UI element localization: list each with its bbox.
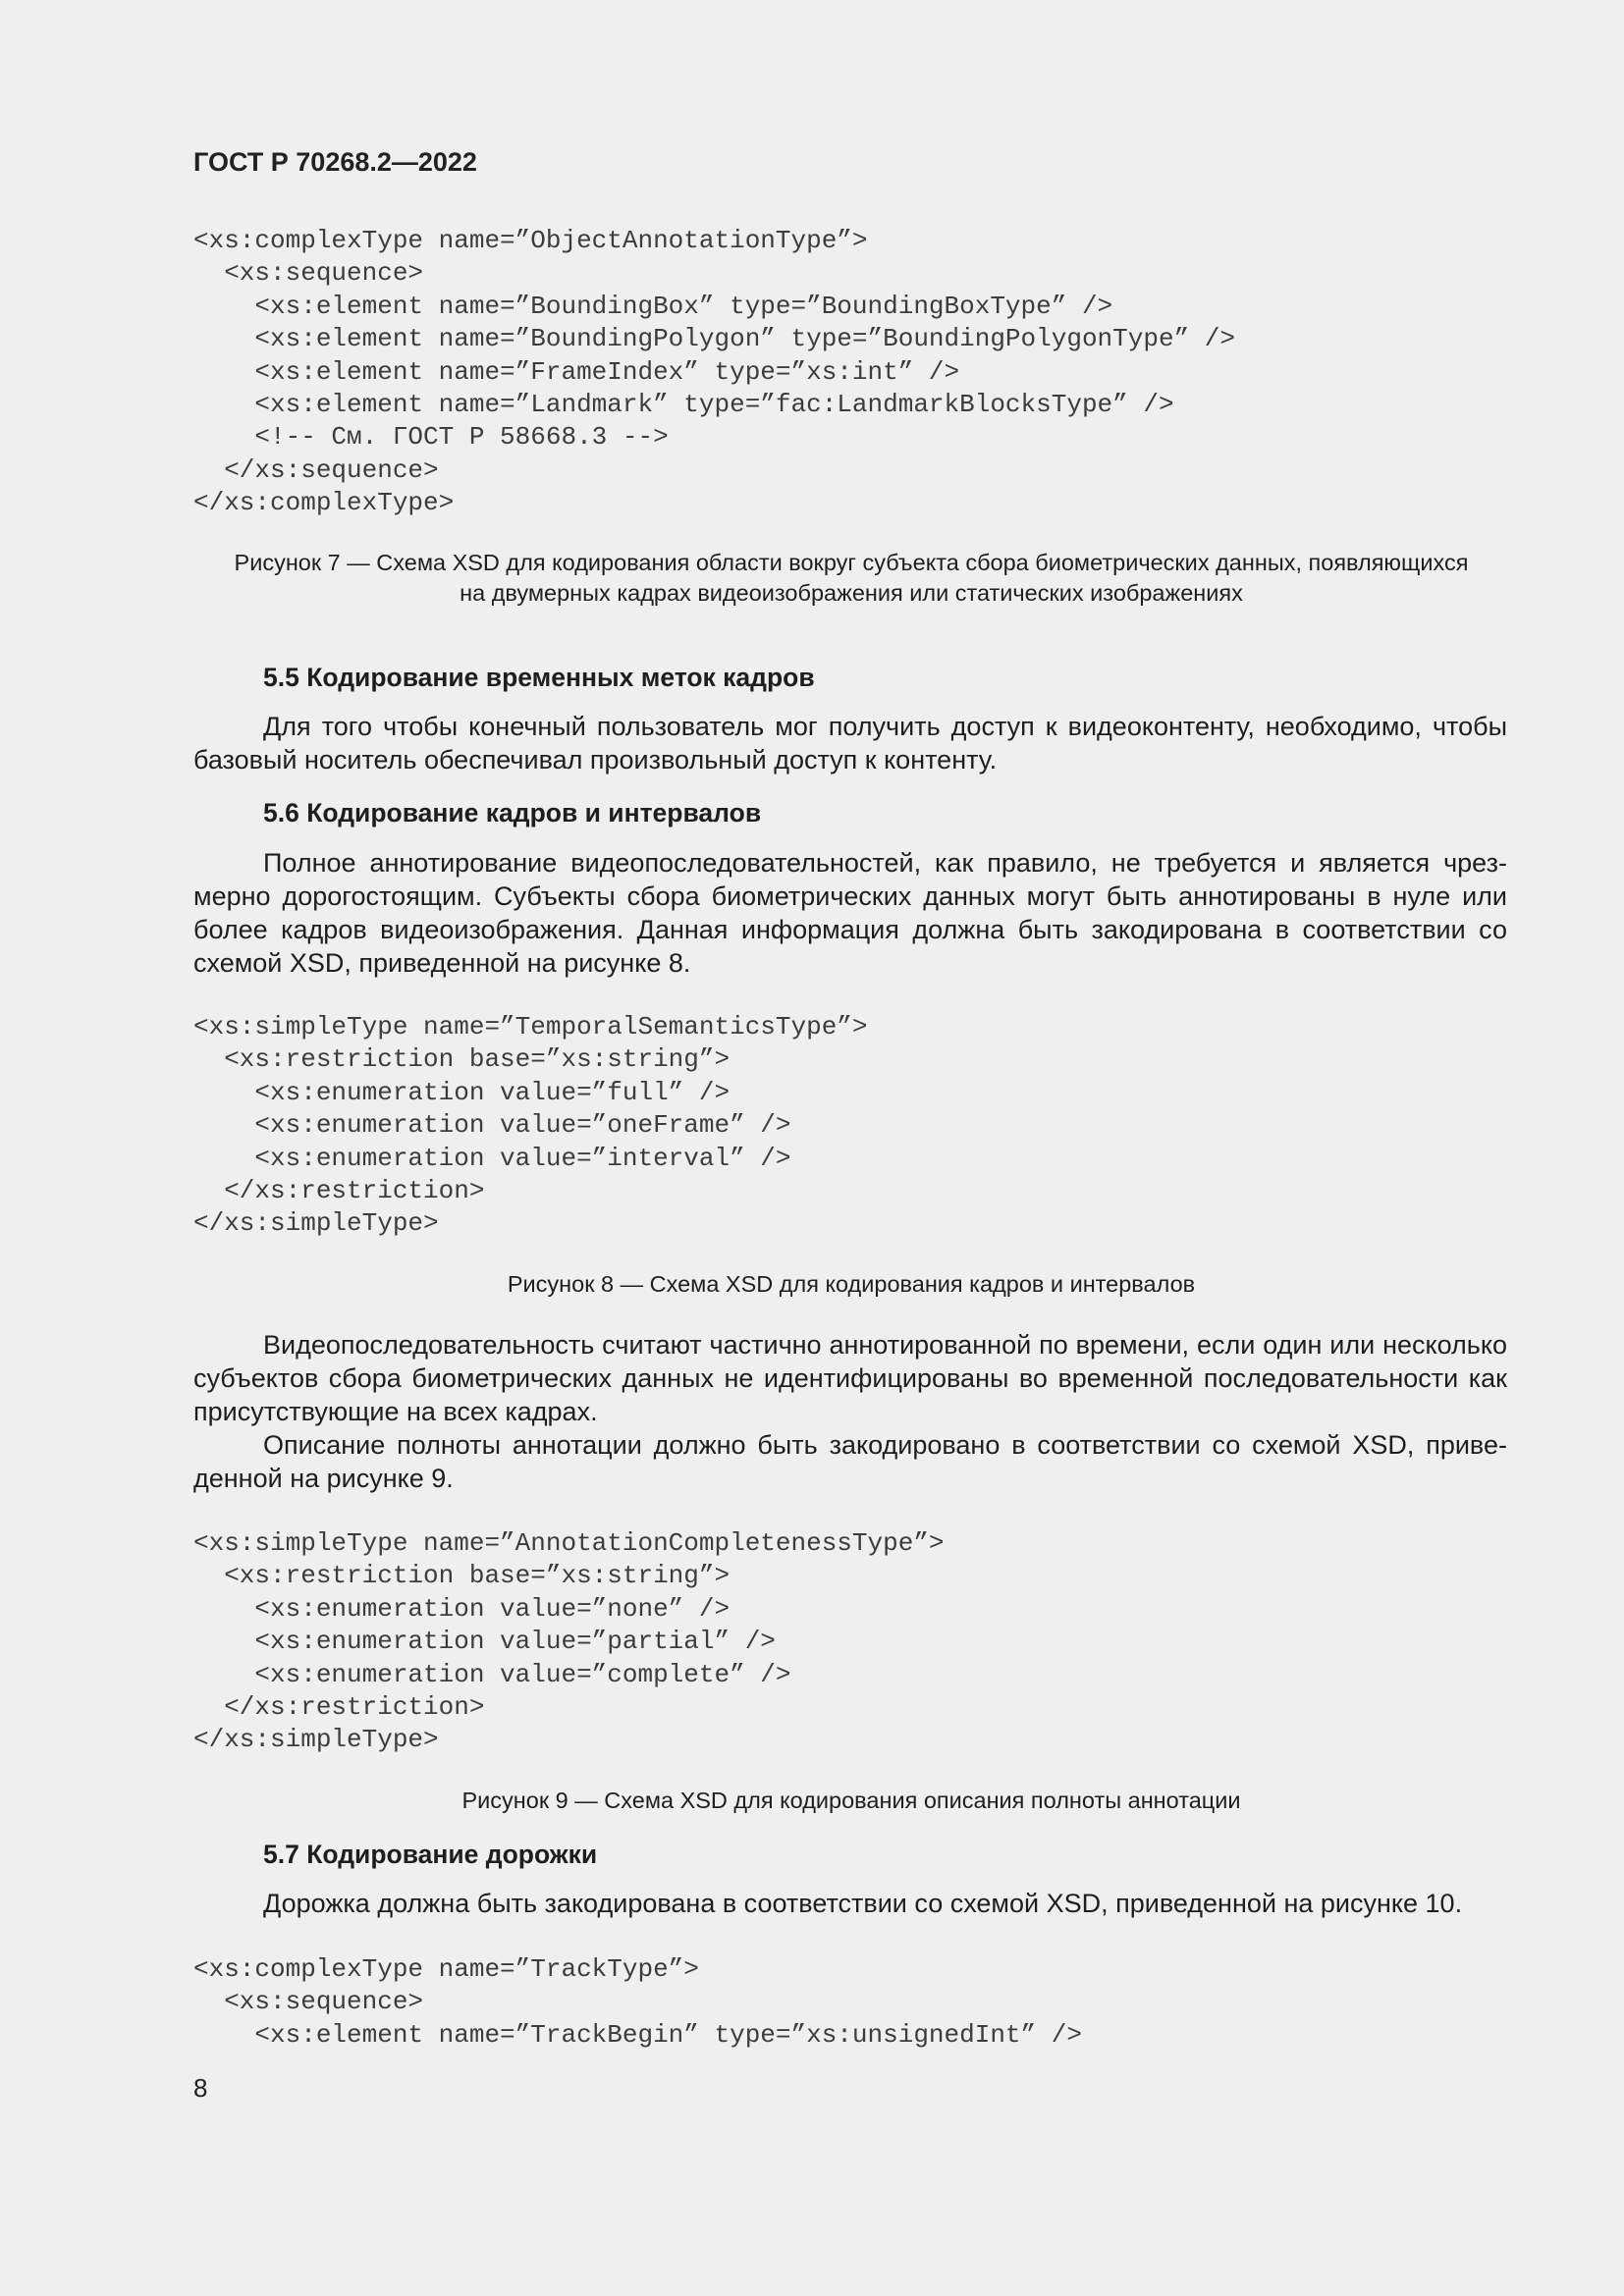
- code-block-figure-8: <xs:simpleType name=”TemporalSemanticsType”> <xs:restriction base=”xs:string”> <xs:enumeration value=”full” /> <xs:enumeration value=”oneFrame” /> <xs:enumeration value=”interval” /> </xs:restriction> </xs:simpleType>: [193, 1012, 868, 1239]
- code-block-figure-9: <xs:simpleType name=”AnnotationCompletenessType”> <xs:restriction base=”xs:string”> <xs:enumeration value=”none” /> <xs:enumeration value=”partial” /> <xs:enumeration value=”complete” /> </xs:restriction> </xs:simpleType>: [193, 1528, 945, 1755]
- figure-7-caption-line-1: Рисунок 7 — Схема XSD для кодирования области вокруг субъекта сбора биометрических данных, появляющихся: [234, 550, 1469, 575]
- section-5-6-paragraph-1: Полное аннотирование видеопоследовательностей, как правило, не требуется и является чрезмерно дорогостоящим. Субъекты сбора биометрических данных могут быть аннотированы в нуле или более кадров видеоизображения. Данная информация должна быть закодирована в соответствии со схемой XSD, приведенной на рисунке 8.: [193, 848, 1507, 978]
- figure-8-caption: Рисунок 8 — Схема XSD для кодирования кадров и интервалов: [507, 1271, 1196, 1297]
- section-5-5-heading: 5.5 Кодирование временных меток кадров: [263, 663, 815, 692]
- section-5-5-paragraph: Для того чтобы конечный пользователь мог получить доступ к видеоконтенту, необходимо, чтобы базовый носитель обеспечивал произвольный доступ к контенту.: [193, 712, 1507, 774]
- section-5-7-paragraph: Дорожка должна быть закодирована в соответствии со схемой XSD, приведенной на рисунке 10.: [263, 1889, 1463, 1918]
- figure-9-caption: Рисунок 9 — Схема XSD для кодирования описания полноты аннотации: [461, 1788, 1241, 1813]
- code-block-figure-10: <xs:complexType name=”TrackType”> <xs:sequence> <xs:element name=”TrackBegin” type=”xs:unsignedInt” />: [193, 1954, 1082, 2050]
- code-block-figure-7: <xs:complexType name=”ObjectAnnotationType”> <xs:sequence> <xs:element name=”BoundingBox” type=”BoundingBoxType” /> <xs:element name=”BoundingPolygon” type=”BoundingPolygonType” /> <xs:element name=”FrameIndex” type=”xs:int” /> <xs:element name=”Landmark” type=”fac:LandmarkBlocksType” /> <!-- См. ГОСТ Р 58668.3 --> </xs:sequence> </xs:complexType>: [193, 226, 1235, 518]
- section-5-6-paragraph-3: Описание полноты аннотации должно быть закодировано в соответствии со схемой XSD, приведенной на рисунке 9.: [193, 1430, 1507, 1493]
- document-header: ГОСТ Р 70268.2—2022: [193, 147, 477, 177]
- section-5-6-heading: 5.6 Кодирование кадров и интервалов: [263, 798, 762, 828]
- section-5-6-paragraph-2: Видеопоследовательность считают частично аннотированной по времени, если один или несколько субъектов сбора биометрических данных не идентифицированы во временной последовательности как присутствующие на всех кадрах.: [193, 1330, 1507, 1426]
- section-5-7-heading: 5.7 Кодирование дорожки: [263, 1840, 598, 1869]
- figure-7-caption-line-2: на двумерных кадрах видеоизображения или статических изображениях: [460, 580, 1243, 606]
- page-number: 8: [193, 2073, 208, 2103]
